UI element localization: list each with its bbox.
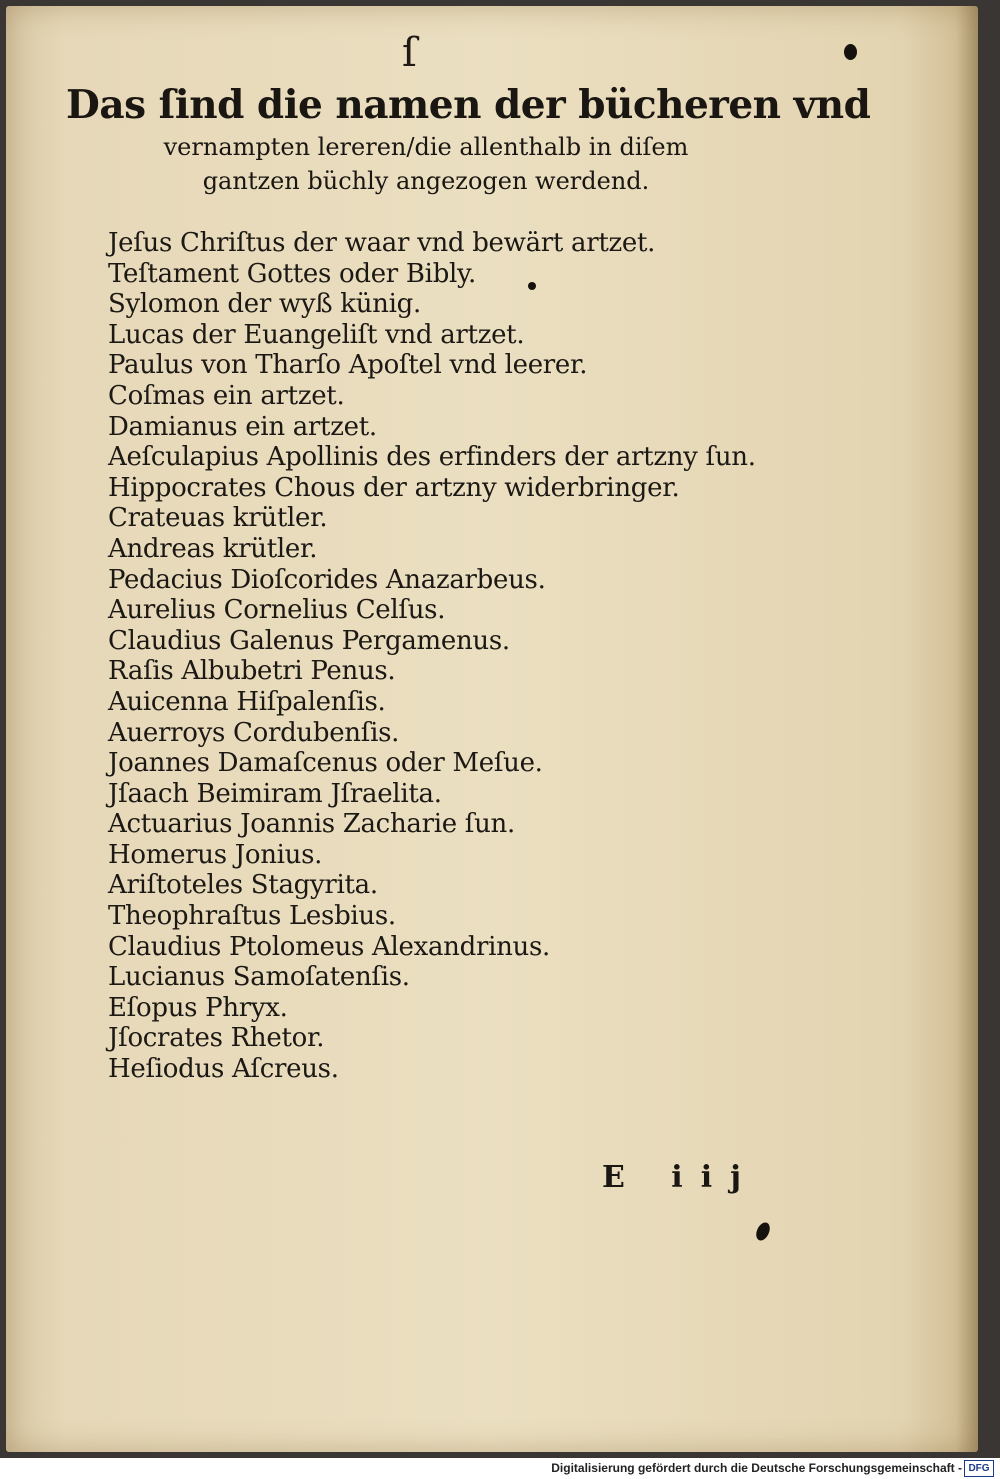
page-edge-shadow: [956, 6, 978, 1452]
heading-line: Das ſind die namen der bücheren vnd: [66, 82, 871, 128]
list-item: Homerus Jonius.: [108, 839, 323, 870]
list-item: Teſtament Gottes oder Bibly.: [108, 258, 476, 289]
heading-line: vernampten lereren/die allenthalb in diſem: [163, 133, 689, 161]
page-heading: [66, 80, 871, 198]
list-item: Ariſtoteles Stagyrita.: [108, 870, 378, 901]
list-item: Crateuas krütler.: [108, 503, 328, 534]
list-item: Heſiodus Aſcreus.: [108, 1054, 339, 1085]
list-item: Lucianus Samoſatenſis.: [108, 962, 410, 993]
list-item: Sylomon der wyß künig.: [108, 289, 421, 320]
list-item: Jeſus Chriſtus der waar vnd bewärt artzet.: [108, 228, 656, 258]
list-item: Claudius Ptolomeus Alexandrinus.: [108, 931, 550, 962]
signature-mark: E iij: [602, 1160, 759, 1195]
list-item: Hippocrates Chous der artzny widerbringer.: [108, 472, 680, 503]
dfg-logo-icon: DFG: [964, 1460, 994, 1477]
list-item: Lucas der Euangeliſt vnd artzet.: [108, 319, 525, 350]
funding-notice: Digitalisierung gefördert durch die Deutsche Forschungsgemeinschaft -: [551, 1461, 962, 1475]
list-item: Coſmas ein artzet.: [108, 380, 345, 411]
list-item: Paulus von Tharſo Apoſtel vnd leerer.: [108, 350, 588, 381]
list-item: Aeſculapius Apollinis des erfinders der artzny ſun.: [108, 442, 756, 473]
list-item: Pedacius Dioſcorides Anazarbeus.: [108, 564, 546, 595]
list-item: Actuarius Joannis Zacharie ſun.: [108, 809, 515, 840]
list-item: Raſis Albubetri Penus.: [108, 656, 396, 687]
list-item: Claudius Galenus Pergamenus.: [108, 625, 510, 656]
heading-line: gantzen büchly angezogen werdend.: [202, 167, 650, 195]
authority-list: [108, 228, 756, 1085]
list-item: Andreas krütler.: [108, 533, 318, 564]
list-item: Jſaach Beimiram Jſraelita.: [108, 778, 442, 809]
list-item: Eſopus Phryx.: [108, 992, 288, 1023]
list-item: Damianus ein artzet.: [108, 411, 377, 442]
list-item: Auerroys Cordubenſis.: [108, 717, 400, 748]
page-mark: ſ: [402, 30, 417, 76]
list-item: Theophraſtus Lesbius.: [108, 901, 396, 932]
list-item: Auicenna Hiſpalenſis.: [108, 686, 386, 717]
list-item: Aurelius Cornelius Celſus.: [108, 595, 446, 626]
ink-blot: [844, 44, 857, 60]
list-item: Jſocrates Rhetor.: [108, 1023, 325, 1054]
list-item: Joannes Damaſcenus oder Meſue.: [108, 748, 543, 779]
